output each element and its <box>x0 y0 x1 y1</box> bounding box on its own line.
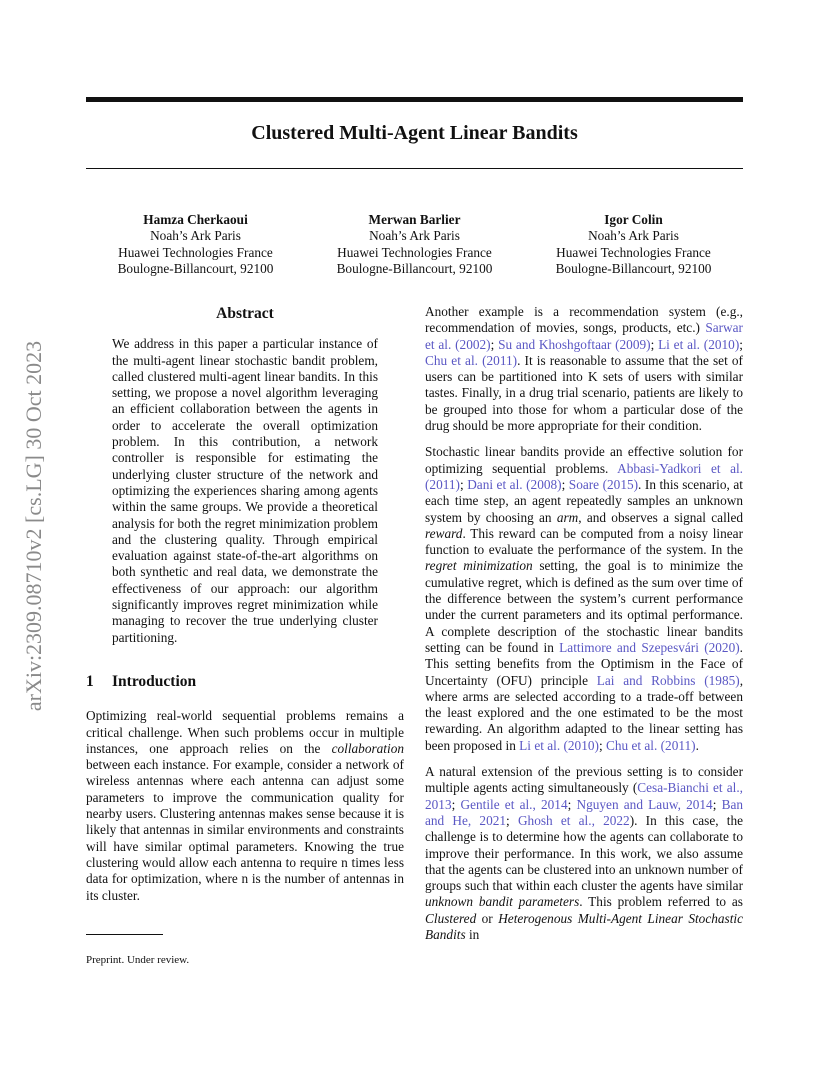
author-name: Merwan Barlier <box>368 212 461 227</box>
emphasis: reward <box>425 525 463 541</box>
author-2 <box>305 212 524 278</box>
author-affiliation: Huawei Technologies France <box>556 244 711 260</box>
text-run: in <box>465 926 480 942</box>
text-run: ; <box>561 476 569 492</box>
text-run: . It is reasonable to assume that the set of users can be partitioned into K sets of users with similar tastes. Finally, in a drug trial scenario, patients are likely to be grouped into those for whom a particular dose of the drug should be more appropriate for their condition. <box>425 352 743 434</box>
arxiv-identifier: arXiv:2309.08710v2 [cs.LG] 30 Oct 2023 <box>21 340 46 712</box>
text-run: Optimizing real-world sequential problems remains a critical challenge. When such problems occur in multiple instances, one approach relies on the <box>86 708 404 756</box>
citation-link[interactable]: Su and Khoshgoftaar (2009) <box>498 336 651 352</box>
citation-link[interactable]: Sarwar et al. (2002) <box>425 320 743 352</box>
author-block <box>86 212 743 278</box>
text-run: ; <box>567 796 577 812</box>
author-name: Hamza Cherkaoui <box>143 212 248 227</box>
emphasis: Heterogenous Multi-Agent Linear Stochastic Bandits <box>425 910 743 942</box>
citation-link[interactable]: Lai and Robbins (1985) <box>596 672 740 688</box>
paragraph-recommendation <box>425 304 743 434</box>
abstract-heading: Abstract <box>216 305 274 322</box>
citation-link[interactable]: Lattimore and Szepesvári (2020) <box>559 639 740 655</box>
author-address: Boulogne-Billancourt, 92100 <box>117 261 274 277</box>
paragraph-multi-agent <box>425 764 743 943</box>
text-run: ; <box>459 476 468 492</box>
text-run: . This setting benefits from the Optimism in the Face of Uncertainty (OFU) principle <box>425 639 743 688</box>
citation-link[interactable]: Ghosh et al., 2022 <box>517 812 630 828</box>
citation-link[interactable]: Chu et al. (2011) <box>425 352 518 368</box>
citation-link[interactable]: Chu et al. (2011) <box>605 737 696 753</box>
section-number: 1 <box>86 672 94 690</box>
author-address: Boulogne-Billancourt, 92100 <box>555 261 712 277</box>
text-run: Another example is a recommendation system (e.g., recommendation of movies, songs, products, etc.) <box>425 304 743 336</box>
text-run: , where arms are selected according to a trade-off between the least explored and the one estimated to be the most rewarding. An algorithm adapted to the linear setting has been proposed in <box>425 672 744 753</box>
text-run: . This reward can be computed from a noisy linear function to evaluate the performance of the system. In the <box>425 525 743 558</box>
text-run: ; <box>598 737 606 753</box>
intro-paragraph <box>86 708 404 904</box>
text-run: . This problem referred to as <box>579 894 743 910</box>
text-run: ; <box>712 796 722 812</box>
citation-link[interactable]: Ban and He, 2021 <box>425 796 743 828</box>
text-run: or <box>476 910 499 926</box>
text-run: ; <box>490 336 499 352</box>
preprint-note: Preprint. Under review. <box>86 954 190 966</box>
author-affiliation: Huawei Technologies France <box>118 244 273 260</box>
citation-link[interactable]: Abbasi-Yadkori et al. (2011) <box>425 460 743 492</box>
section-title: Introduction <box>112 672 197 690</box>
text-run: A natural extension of the previous setting is to consider multiple agents acting simultaneously ( <box>425 764 743 796</box>
title-bottom-rule <box>86 168 743 169</box>
author-affiliation: Noah’s Ark Paris <box>150 228 241 244</box>
citation-link[interactable]: Nguyen and Lauw, 2014 <box>576 796 713 812</box>
citation-link[interactable]: Soare (2015) <box>568 476 639 492</box>
text-run: ; <box>739 336 743 352</box>
author-address: Boulogne-Billancourt, 92100 <box>336 261 493 277</box>
text-run: ; <box>650 336 659 352</box>
text-run: setting, the goal is to minimize the cumulative regret, which is defined as the sum over time of the difference between the system’s current performance under the current parameters and its optimal performance. A complete description of the stochastic linear bandits setting can be found in <box>425 558 743 655</box>
text-run: between each instance. For example, consider a network of wireless antennas where each antenna can adjust some parameters to improve the communication quality for nearby users. Clustering antennas makes sense because it is likely that antennas in similar environments and constraints will have similar optimal parameters. Knowing the true clustering would allow each antenna to require n times less data for optimization, where n is the number of antennas in its cluster. <box>86 757 404 903</box>
left-column <box>86 300 404 904</box>
emphasis: collaboration <box>331 740 404 756</box>
author-name: Igor Colin <box>604 212 663 227</box>
citation-link[interactable]: Li et al. (2010) <box>658 336 740 352</box>
author-affiliation: Noah’s Ark Paris <box>369 228 460 244</box>
text-run: . <box>695 737 699 753</box>
citation-link[interactable]: Gentile et al., 2014 <box>460 796 568 812</box>
text-run: ; <box>451 796 461 812</box>
citation-link[interactable]: Cesa-Bianchi et al., 2013 <box>425 780 743 812</box>
emphasis: unknown bandit parameters <box>425 894 580 910</box>
citation-link[interactable]: Li et al. (2010) <box>519 737 599 753</box>
paper-title: Clustered Multi-Agent Linear Bandits <box>251 122 578 144</box>
text-run: Stochastic linear bandits provide an effective solution for optimizing sequential problems. <box>425 444 743 476</box>
text-run: . In this scenario, at each time step, an agent repeatedly samples an unknown system by choosing an <box>425 476 743 525</box>
author-affiliation: Noah’s Ark Paris <box>588 228 679 244</box>
section-heading-introduction <box>86 674 404 690</box>
emphasis: arm <box>556 509 579 525</box>
title-top-rule <box>86 97 743 102</box>
text-run: ; <box>506 812 518 828</box>
author-affiliation: Huawei Technologies France <box>337 244 492 260</box>
emphasis: Clustered <box>425 910 477 926</box>
text-run: , and observes a signal called <box>578 509 744 525</box>
paragraph-linear-bandits <box>425 444 743 754</box>
author-1 <box>86 212 305 278</box>
emphasis: regret minimization <box>425 558 533 574</box>
right-column <box>425 304 743 943</box>
footnote-rule <box>86 934 163 935</box>
text-run: ). In this case, the challenge is to determine how the agents can collaborate to improve their performance. In this work, we also assume that the agents can be clustered into an unknown number of groups such that within each cluster the agents have similar <box>425 812 743 894</box>
abstract-text: We address in this paper a particular instance of the multi-agent linear stochastic bandit problem, called clustered multi-agent linear bandits. In this setting, we propose a novel algorithm leveraging an efficient collaboration between the agents in order to accelerate the overall optimization problem. In this contribution, a network controller is responsible for estimating the underlying cluster structure of the network and optimizing the experiences sharing among agents within the same groups. We provide a theoretical analysis for both the regret minimization problem and the clustering quality. Through empirical evaluation against state-of-the-art algorithms on both synthetic and real data, we demonstrate the effectiveness of our approach: our algorithm significantly improves regret minimization while managing to recover the true underlying cluster partitioning. <box>112 336 378 645</box>
citation-link[interactable]: Dani et al. (2008) <box>467 476 562 492</box>
author-3 <box>524 212 743 278</box>
